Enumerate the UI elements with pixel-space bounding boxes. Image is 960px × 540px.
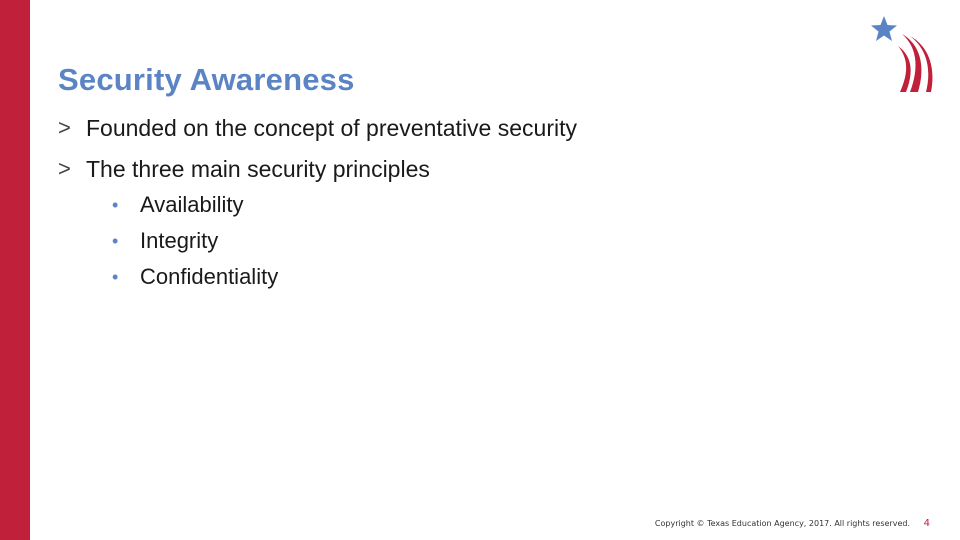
dot-bullet-icon: •	[112, 195, 119, 215]
chevron-right-icon: >	[58, 115, 71, 140]
sub-bullet-item	[112, 223, 577, 259]
bullet-list	[58, 114, 577, 295]
sub-bullet-text: Integrity	[140, 228, 219, 253]
slide-title: Security Awareness	[58, 62, 355, 97]
side-accent-bar	[0, 0, 30, 540]
sub-bullet-text: Availability	[140, 192, 244, 217]
dot-bullet-icon: •	[112, 231, 119, 251]
star-swoosh-logo-icon	[868, 14, 934, 94]
bullet-item	[58, 155, 577, 295]
sub-bullet-item	[112, 259, 577, 295]
copyright-footer: Copyright © Texas Education Agency, 2017. All rights reserved.	[654, 519, 910, 528]
sub-bullet-text: Confidentiality	[140, 264, 279, 289]
page-number: 4	[923, 518, 930, 529]
dot-bullet-icon: •	[112, 267, 119, 287]
sub-bullet-list	[86, 187, 577, 295]
chevron-right-icon: >	[58, 156, 71, 181]
bullet-text: Founded on the concept of preventative security	[86, 115, 577, 141]
bullet-text: The three main security principles	[86, 156, 430, 182]
sub-bullet-item	[112, 187, 577, 223]
bullet-item	[58, 114, 577, 142]
